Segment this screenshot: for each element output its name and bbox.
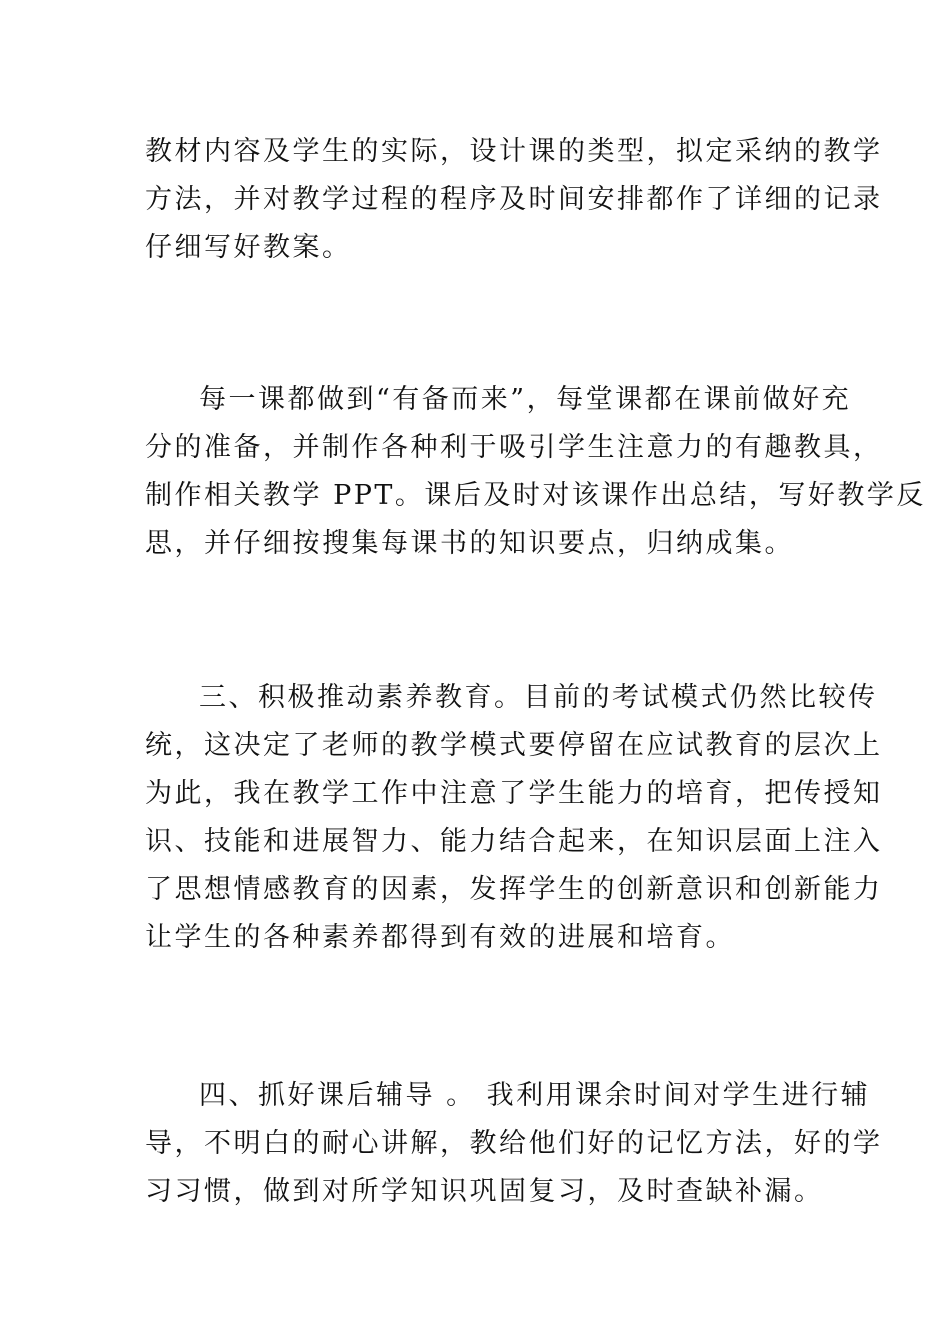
text-line: 统，这决定了老师的教学模式要停留在应试教育的层次上: [145, 730, 883, 761]
text-line: 为此，我在教学工作中注意了学生能力的培育，把传授知: [145, 778, 883, 809]
text-line: 思，并仔细按搜集每课书的知识要点，归纳成集。: [145, 528, 794, 559]
paragraph-class-preparation: [145, 376, 926, 568]
text-line: 习习惯，做到对所学知识巩固复习，及时查缺补漏。: [145, 1176, 824, 1207]
text-line: 识、技能和进展智力、能力结合起来，在知识层面上注入: [145, 826, 883, 857]
text-line: 仔细写好教案。: [145, 232, 352, 263]
text-line: 方法，并对教学过程的程序及时间安排都作了详细的记录: [145, 184, 883, 215]
text-line: 教材内容及学生的实际，设计课的类型，拟定采纳的教学: [145, 136, 883, 167]
paragraph-after-class-tutoring: [145, 1072, 883, 1216]
text-line: 每一课都做到“有备而来”，每堂课都在课前做好充: [199, 384, 852, 415]
text-line: 制作相关教学 PPT。课后及时对该课作出总结，写好教学反: [145, 480, 926, 511]
text-line: 三、积极推动素养教育。目前的考试模式仍然比较传: [199, 682, 878, 713]
paragraph-quality-education: [145, 674, 883, 962]
text-line: 导，不明白的耐心讲解，教给他们好的记忆方法，好的学: [145, 1128, 883, 1159]
paragraph-lesson-planning: [145, 128, 883, 272]
text-line: 让学生的各种素养都得到有效的进展和培育。: [145, 922, 735, 953]
text-line: 四、抓好课后辅导 。 我利用课余时间对学生进行辅: [199, 1080, 871, 1111]
text-line: 了思想情感教育的因素，发挥学生的创新意识和创新能力: [145, 874, 883, 905]
text-line: 分的准备，并制作各种利于吸引学生注意力的有趣教具，: [145, 432, 883, 463]
